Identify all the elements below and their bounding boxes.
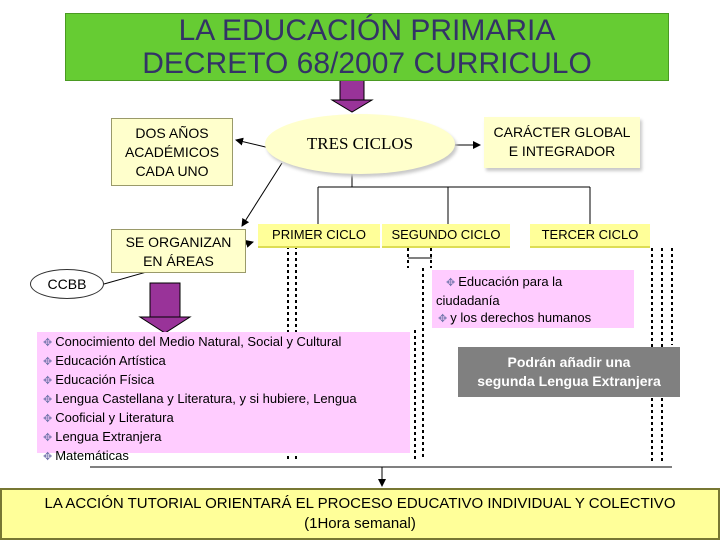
bullet-icon: ✥ [43,356,53,368]
title-line2: DECRETO 68/2007 CURRICULO [142,47,592,80]
accion-tutorial-line2: (1Hora semanal) [304,515,416,532]
tres-ciclos-label: TRES CICLOS [306,134,414,153]
bullet-icon: ✥ [438,313,448,325]
list-item: ✥ Lengua Castellana y Literatura, y si hubiere, Lengua [43,391,357,406]
dos-anos-line1: DOS AÑOS [135,125,209,141]
accion-tutorial-line1: LA ACCIÓN TUTORIAL ORIENTARÁ EL PROCESO EDUCATIVO INDIVIDUAL Y COLECTIVO [44,495,676,512]
arrow-to-se-organizan [242,163,282,226]
educacion-line3: y los derechos humanos [450,310,592,325]
page-title [65,13,669,81]
segunda-lengua-box [458,347,680,397]
dos-anos-box [111,118,233,186]
ccbb-ellipse [30,269,104,299]
segunda-lengua-line2: segunda Lengua Extranjera [477,373,661,389]
bullet-icon: ✥ [446,277,456,289]
list-item: ✥ Matemáticas [43,448,129,463]
bullet-icon: ✥ [43,451,53,463]
accion-tutorial-box [0,488,720,540]
caracter-line2: E INTEGRADOR [508,143,616,159]
bullet-icon: ✥ [43,413,53,425]
list-item: ✥ Cooficial y Literatura [43,410,174,425]
list-item: ✥ Educación Física [43,372,155,387]
areas-list-box [37,332,410,463]
list-item: ✥ Lengua Extranjera [43,429,162,444]
se-organizan-box [111,229,246,273]
segunda-lengua-line1: Podrán añadir una [507,354,631,370]
caracter-line1: CARÁCTER GLOBAL [493,124,631,140]
se-organizan-line2: EN ÁREAS [143,253,214,269]
bullet-icon: ✥ [43,394,53,406]
bullet-icon: ✥ [43,337,53,349]
dos-anos-line2: ACADÉMICOS [124,144,220,160]
ccbb-label: CCBB [47,276,87,292]
title-line1: LA EDUCACIÓN PRIMARIA [178,14,556,47]
list-item: ✥ Conocimiento del Medio Natural, Social y Cultural [43,334,342,349]
tercer-ciclo-label: TERCER CICLO [530,224,650,248]
dos-anos-line3: CADA UNO [135,163,209,179]
bullet-icon: ✥ [43,375,53,387]
areas-down-arrow [140,283,190,333]
educacion-line2: ciudadanía [436,293,500,308]
primer-ciclo-label: PRIMER CICLO [258,224,380,248]
list-item: ✥ Educación Artística [43,353,166,368]
title-down-arrow [332,80,372,112]
educacion-ciudadania-box [432,270,634,328]
tres-ciclos-ellipse [265,114,455,174]
caracter-box [484,117,640,168]
se-organizan-line1: SE ORGANIZAN [125,234,232,250]
bullet-icon: ✥ [43,432,53,444]
educacion-line1: Educación para la [458,274,563,289]
segundo-ciclo-label: SEGUNDO CICLO [382,224,510,248]
